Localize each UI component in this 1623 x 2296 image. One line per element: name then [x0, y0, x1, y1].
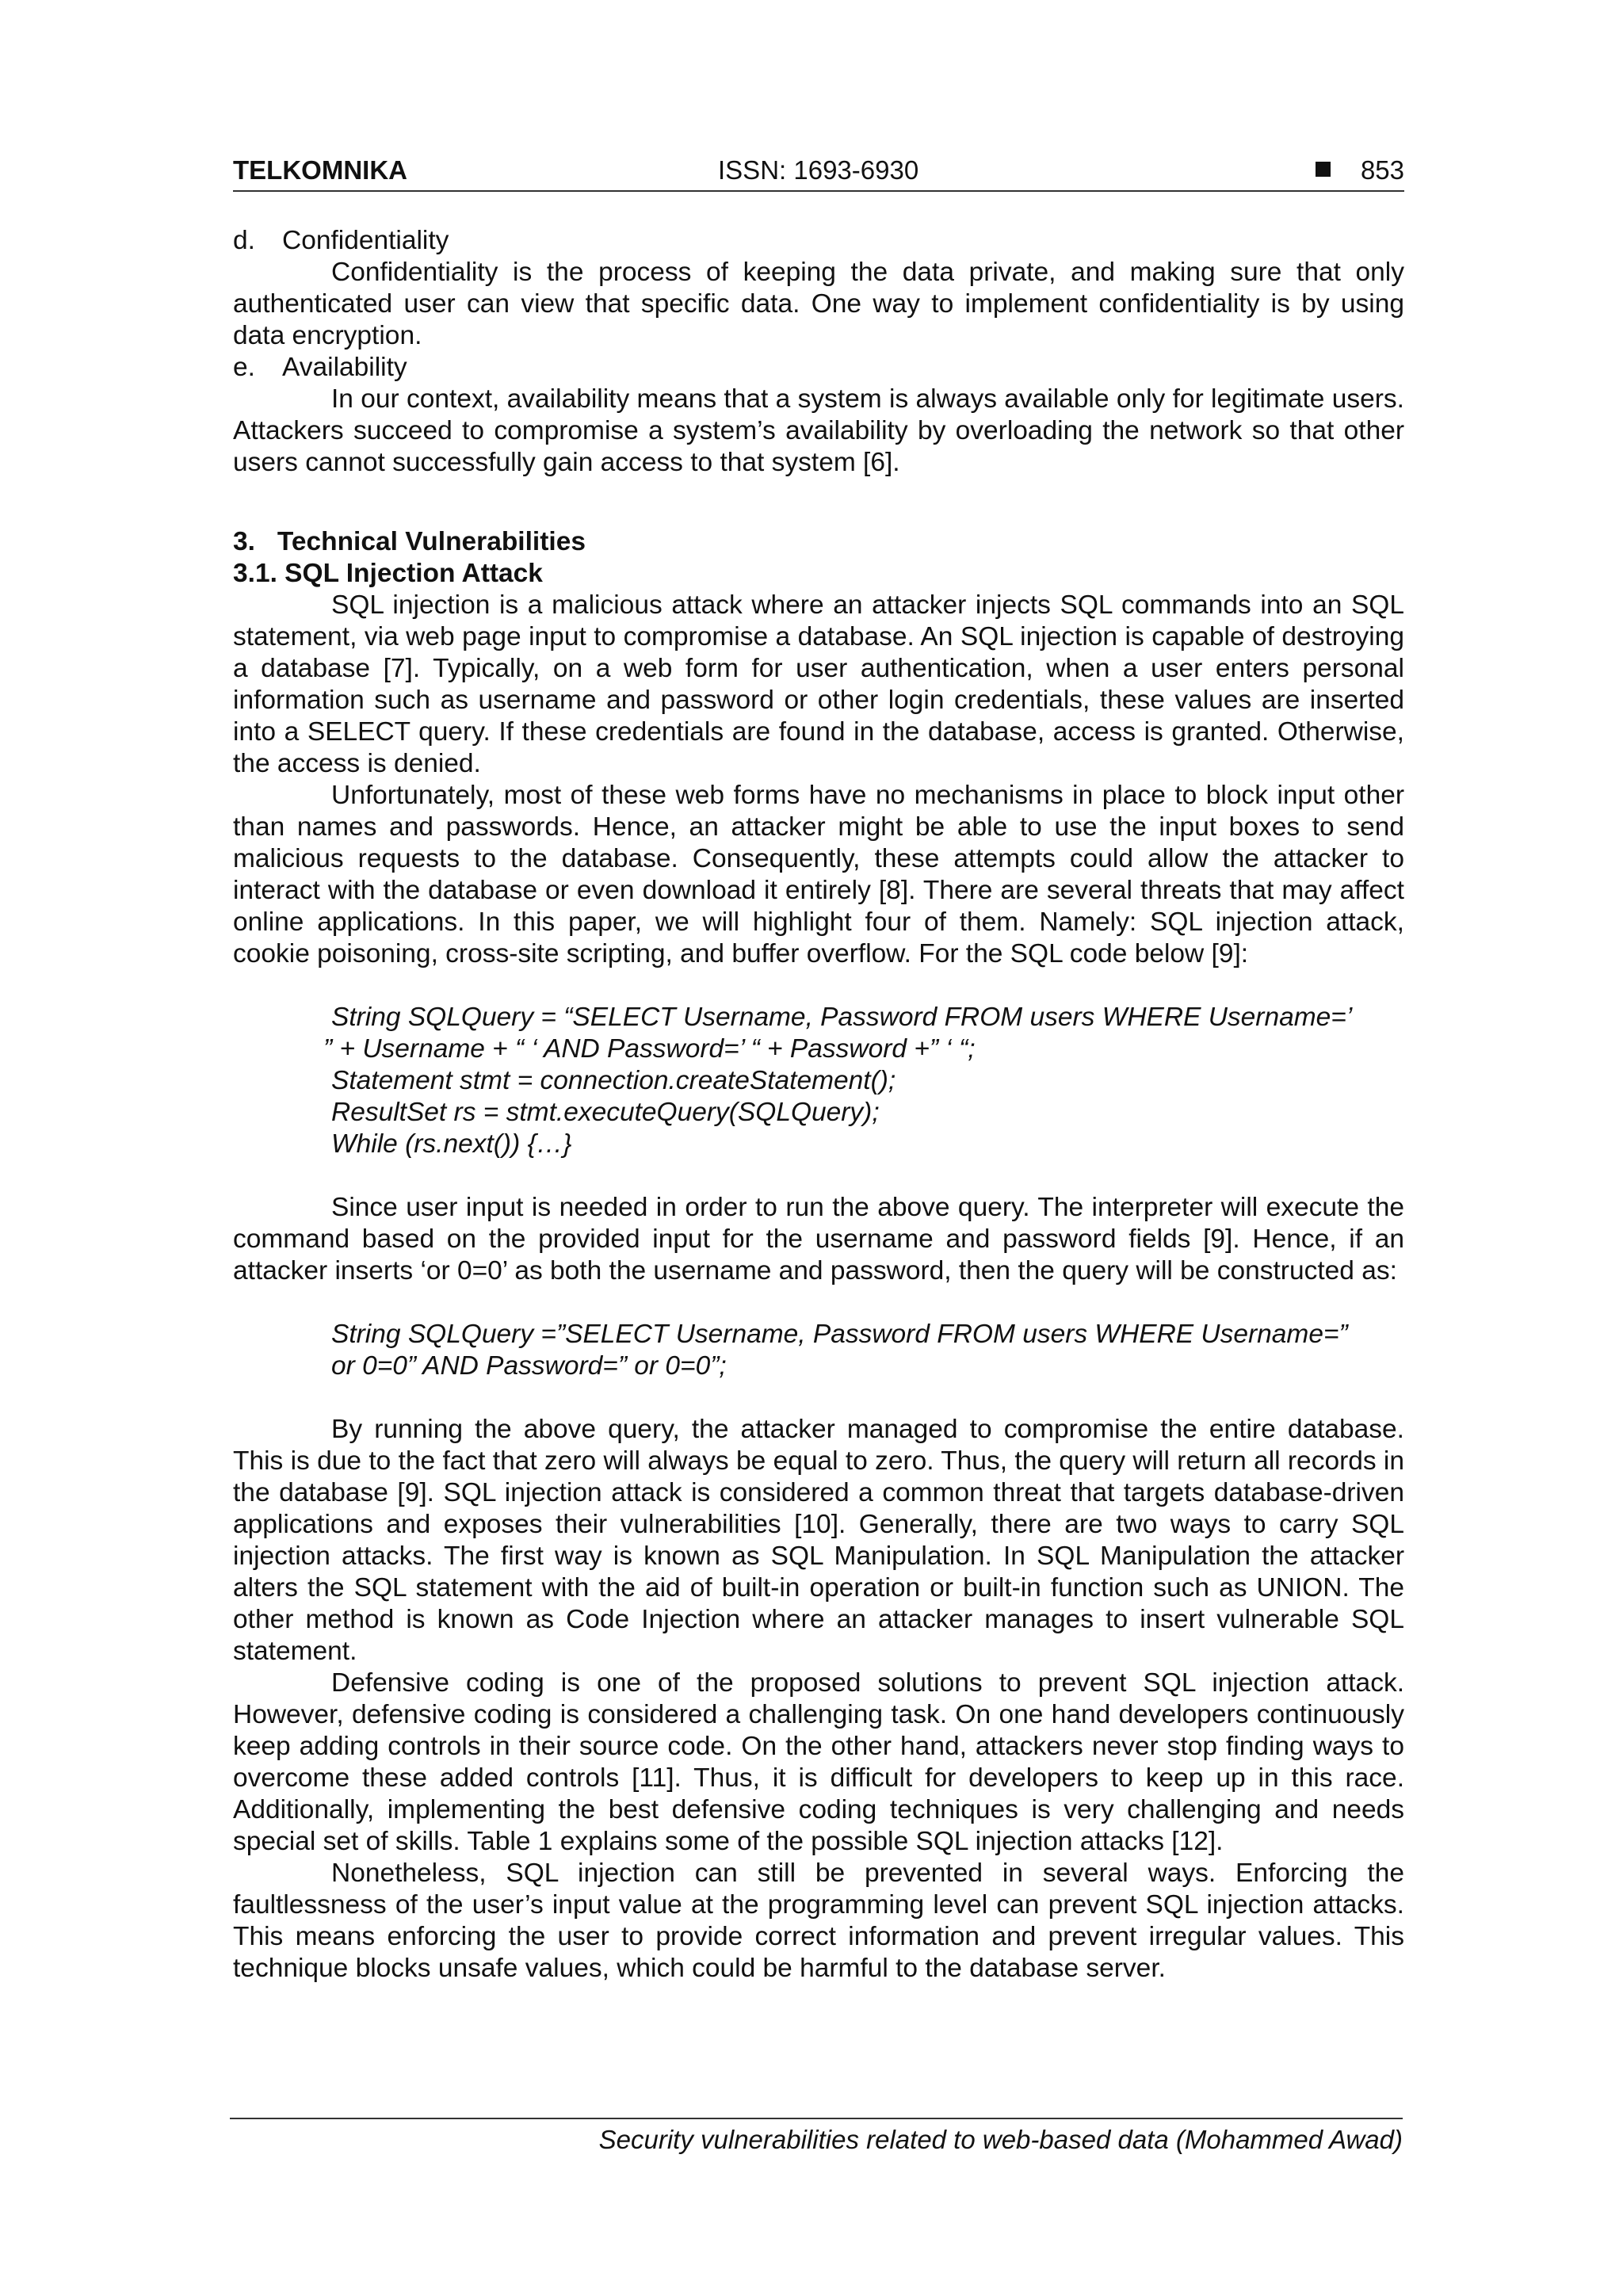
code-line: ” + Username + “ ‘ AND Password=’ “ + Password +” ‘ “; [323, 1034, 976, 1064]
item-d-heading [233, 225, 1404, 257]
item-d-paragraph: Confidentiality is the process of keeping the data private, and making sure that only authenticated user can view that specific data. One way to implement confidentiality is by using data encryption. [233, 258, 1404, 350]
code-line: String SQLQuery = “SELECT Username, Password FROM users WHERE Username=’ [331, 1003, 1353, 1032]
running-header [233, 151, 1404, 192]
section-heading: 3. Technical Vulnerabilities [233, 527, 586, 556]
code-line: While (rs.next()) {…} [331, 1129, 572, 1159]
code-line: Statement stmt = connection.createStatement(); [331, 1066, 896, 1095]
issn: ISSN: 1693-6930 [718, 155, 919, 185]
running-footer [230, 2118, 1403, 2156]
item-e-title: Availability [282, 353, 407, 382]
paragraph-6: Nonetheless, SQL injection can still be prevented in several ways. Enforcing the faultlessness of the user’s input value at the programming level can prevent SQL injection attacks. This means enforcing the user to provide correct information and prevent irregular values. This technique blocks unsafe values, which could be harmful to the database server. [233, 1859, 1404, 1983]
item-e-label: e. [233, 353, 255, 382]
code-line: ResultSet rs = stmt.executeQuery(SQLQuery); [331, 1098, 880, 1127]
page-number-block [1316, 151, 1404, 190]
code-line: String SQLQuery =”SELECT Username, Password FROM users WHERE Username=” [331, 1320, 1348, 1349]
paragraph-5: Defensive coding is one of the proposed solutions to prevent SQL injection attack. However, defensive coding is considered a challenging task. On one hand developers continuously keep adding controls in their source code. On the other hand, attackers never stop finding ways to overcome these added controls [11]. Thus, it is difficult for developers to keep up in this race. Additionally, implementing the best defensive coding techniques is very challenging and needs special set of skills. Table 1 explains some of the possible SQL injection attacks [12]. [233, 1668, 1404, 1856]
page [233, 151, 1404, 1985]
item-d-title: Confidentiality [282, 226, 449, 255]
paragraph-2: Unfortunately, most of these web forms have no mechanisms in place to block input other than names and passwords. Hence, an attacker might be able to use the input boxes to send malicious requests to the database. Consequently, these attempts could allow the attacker to interact with the database or even download it entirely [8]. There are several threats that may affect online applications. In this paper, we will highlight four of them. Namely: SQL injection attack, cookie poisoning, cross-site scripting, and buffer overflow. For the SQL code below [9]: [233, 781, 1404, 968]
code-block-2 [331, 1319, 1404, 1382]
subsection-heading: 3.1. SQL Injection Attack [233, 559, 543, 588]
item-e-paragraph: In our context, availability means that a system is always available only for legitimate users. Attackers succeed to compromise a system’s availability by overloading the network so that other users cannot successfully gain access to that system [6]. [233, 384, 1404, 477]
paragraph-3: Since user input is needed in order to run the above query. The interpreter will execute the command based on the provided input for the username and password fields [9]. Hence, if an attacker inserts ‘or 0=0’ as both the username and password, then the query will be constructed as: [233, 1193, 1404, 1286]
square-bullet-icon [1316, 162, 1331, 177]
footer-citation: Security vulnerabilities related to web-based data (Mohammed Awad) [598, 2125, 1403, 2154]
paragraph-4: By running the above query, the attacker managed to compromise the entire database. This is due to the fact that zero will always be equal to zero. Thus, the query will return all records in the database [9]. SQL injection attack is considered a common threat that targets database-driven applications and exposes their vulnerabilities [10]. Generally, there are two ways to carry SQL injection attacks. The first way is known as SQL Manipulation. In SQL Manipulation the attacker alters the SQL statement with the aid of built-in operation or built-in function such as UNION. The other method is known as Code Injection where an attacker manages to insert vulnerable SQL statement. [233, 1415, 1404, 1666]
paragraph-1: SQL injection is a malicious attack where an attacker injects SQL commands into an SQL statement, via web page input to compromise a database. An SQL injection is capable of destroying a database [7]. Typically, on a web form for user authentication, when a user enters personal information such as username and password or other login credentials, these values are inserted into a SELECT query. If these credentials are found in the database, access is granted. Otherwise, the access is denied. [233, 590, 1404, 778]
body-text [233, 225, 1404, 1985]
code-block-1 [323, 1002, 1404, 1160]
item-d-label: d. [233, 226, 255, 255]
page-number: 853 [1360, 155, 1404, 185]
code-line: or 0=0” AND Password=” or 0=0”; [331, 1351, 727, 1381]
item-e-heading [233, 352, 1404, 384]
journal-name: TELKOMNIKA [233, 155, 407, 185]
